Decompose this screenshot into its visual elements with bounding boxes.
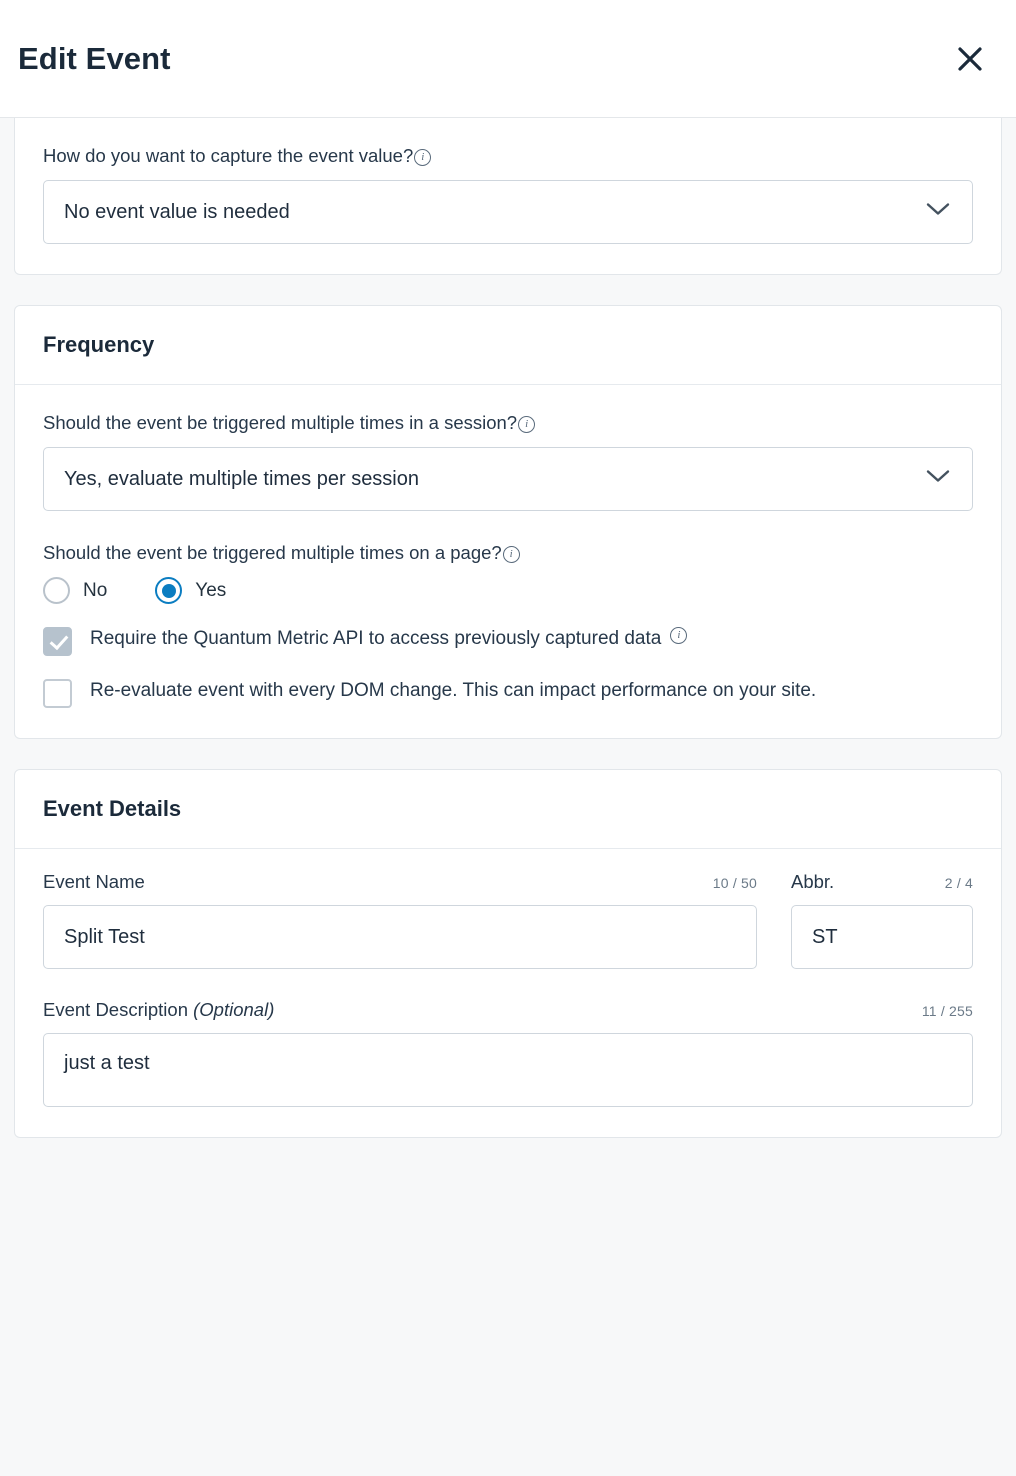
event-name-field <box>43 871 757 969</box>
chevron-down-icon <box>926 470 950 489</box>
event-details-card-header <box>15 770 1001 849</box>
session-frequency-question-text: Should the event be triggered multiple times in a session? <box>43 412 518 434</box>
event-value-question-text: How do you want to capture the event value? <box>43 145 414 166</box>
event-description-input[interactable]: just a test <box>43 1033 973 1107</box>
event-description-label-text: Event Description <box>43 999 188 1021</box>
radio-no-control[interactable] <box>43 577 70 604</box>
event-value-section <box>15 118 1001 274</box>
radio-yes-control[interactable] <box>155 577 182 604</box>
event-description-label <box>43 999 274 1021</box>
event-description-optional: (Optional) <box>193 999 275 1021</box>
info-icon[interactable]: i <box>503 546 520 563</box>
event-name-label-line <box>43 871 757 893</box>
session-frequency-select[interactable] <box>43 447 973 511</box>
page-title: Edit Event <box>18 40 171 76</box>
event-value-card <box>14 118 1002 275</box>
event-abbr-counter: 2 / 4 <box>944 875 973 892</box>
page-frequency-radio-group <box>43 577 973 604</box>
event-description-label-line <box>43 999 973 1021</box>
event-value-select[interactable] <box>43 180 973 244</box>
dom-reevaluate-checkbox-row[interactable] <box>43 678 973 708</box>
page-frequency-question <box>43 541 973 565</box>
api-requirement-label <box>90 626 687 651</box>
event-name-input[interactable]: Split Test <box>43 905 757 969</box>
event-abbr-label: Abbr. <box>791 871 835 893</box>
modal-header <box>0 0 1016 118</box>
modal-body <box>0 118 1016 1476</box>
close-icon[interactable] <box>948 37 992 81</box>
event-description-field <box>43 999 973 1107</box>
event-value-question <box>43 144 973 168</box>
info-icon[interactable]: i <box>414 149 431 166</box>
event-abbr-field <box>791 871 973 969</box>
event-description-counter: 11 / 255 <box>921 1003 973 1020</box>
frequency-card <box>14 305 1002 739</box>
radio-yes-label: Yes <box>195 579 227 601</box>
event-abbr-input[interactable]: ST <box>791 905 973 969</box>
event-name-label: Event Name <box>43 871 145 893</box>
frequency-card-header <box>15 306 1001 385</box>
event-value-select-value: No event value is needed <box>64 200 290 223</box>
event-details-card-body <box>15 849 1001 1137</box>
dom-reevaluate-label: Re-evaluate event with every DOM change. This can impact performance on your site. <box>90 680 817 702</box>
radio-no-label: No <box>83 579 108 601</box>
info-icon[interactable]: i <box>518 416 535 433</box>
session-frequency-question <box>43 411 973 435</box>
dom-reevaluate-checkbox[interactable] <box>43 679 72 708</box>
api-requirement-label-text: Require the Quantum Metric API to access previously captured data <box>90 628 662 650</box>
api-requirement-checkbox[interactable] <box>43 627 72 656</box>
frequency-heading: Frequency <box>43 332 155 358</box>
chevron-down-icon <box>926 203 950 222</box>
event-name-counter: 10 / 50 <box>712 875 757 892</box>
info-icon[interactable]: i <box>670 627 687 644</box>
api-requirement-checkbox-row[interactable] <box>43 626 973 656</box>
radio-option-yes[interactable] <box>155 577 226 604</box>
page-frequency-question-text: Should the event be triggered multiple times on a page? <box>43 542 502 564</box>
radio-option-no[interactable] <box>43 577 107 604</box>
frequency-card-body <box>15 385 1001 738</box>
name-abbr-row <box>43 871 973 969</box>
event-details-card <box>14 769 1002 1138</box>
event-details-heading: Event Details <box>43 796 182 822</box>
event-abbr-label-line <box>791 871 973 893</box>
session-frequency-select-value: Yes, evaluate multiple times per session <box>64 467 419 490</box>
